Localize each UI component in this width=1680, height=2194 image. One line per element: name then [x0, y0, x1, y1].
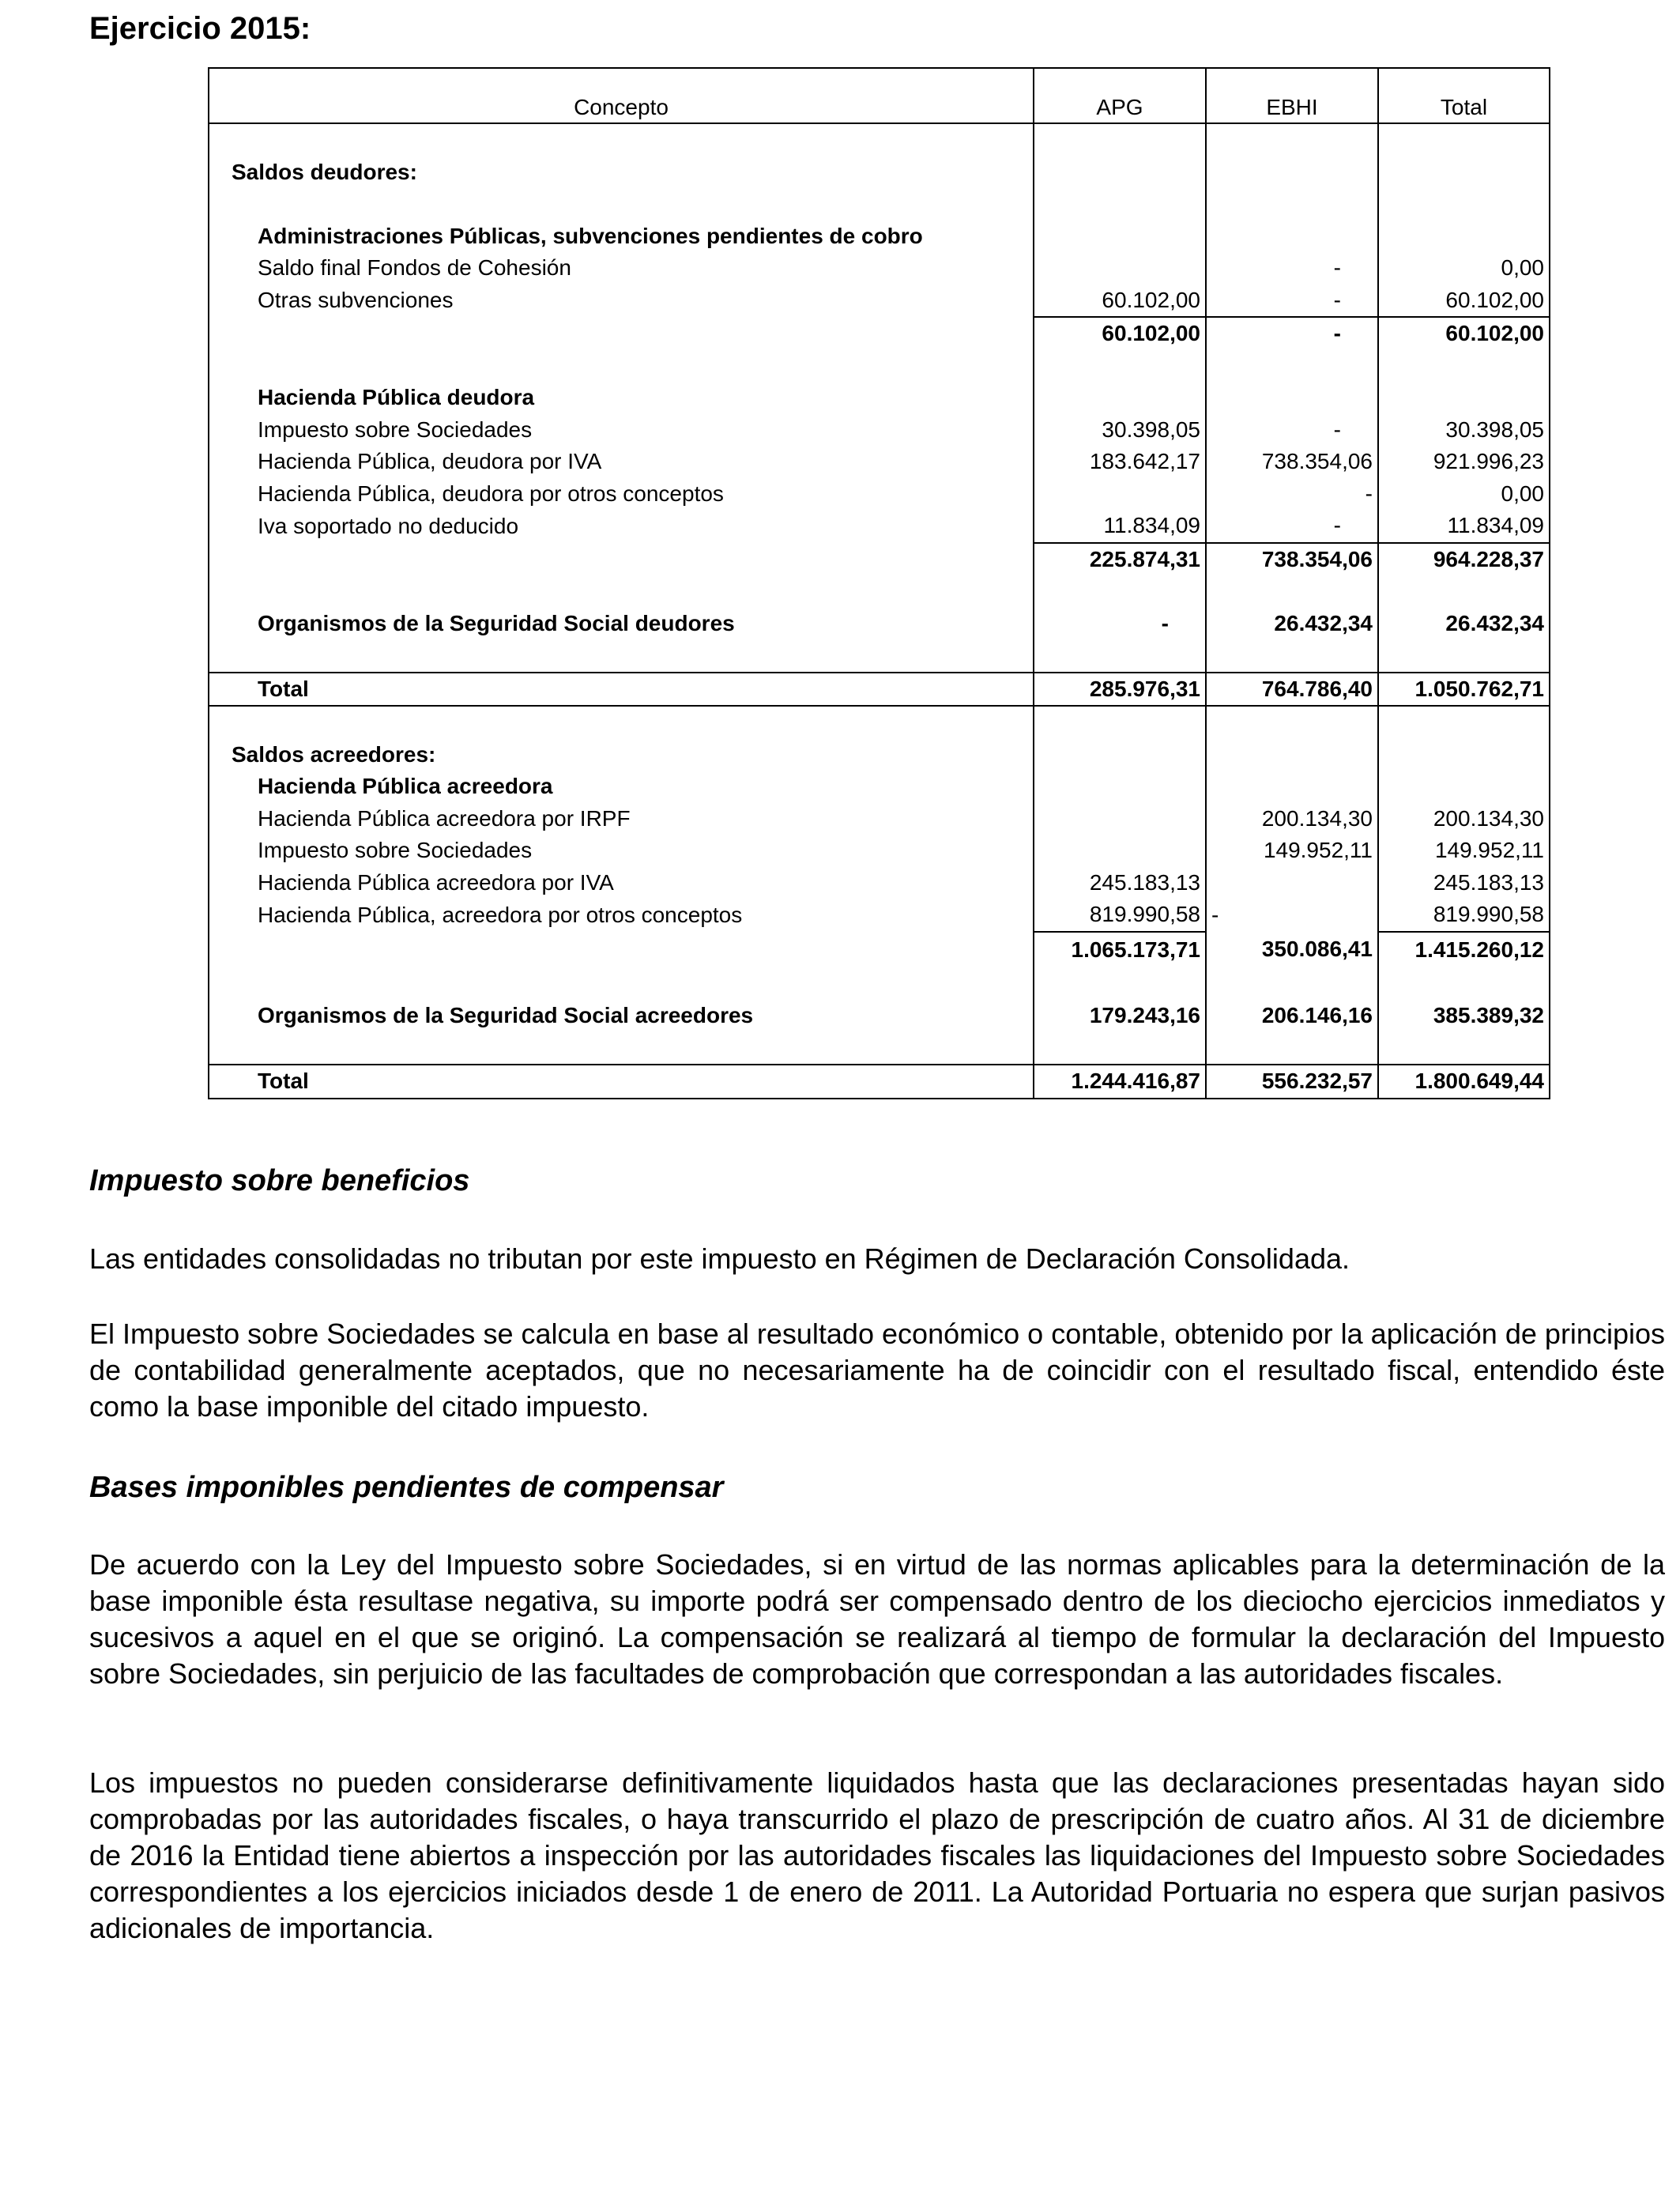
subtotal-ebhi: - [1206, 317, 1378, 350]
table-row [209, 221, 1550, 253]
row-concept: Otras subvenciones [209, 285, 1034, 318]
row-concept: Impuesto sobre Sociedades [209, 414, 1034, 447]
table-row [209, 608, 1550, 640]
table-row [209, 510, 1550, 543]
bases-heading: Bases imponibles pendientes de compensar [89, 1471, 724, 1504]
row-apg: 183.642,17 [1034, 446, 1206, 478]
row-apg: 11.834,09 [1034, 510, 1206, 543]
section-heading-acreedores: Saldos acreedores: [209, 739, 1034, 771]
group-heading-hacienda-deudora: Hacienda Pública deudora [209, 382, 1034, 414]
row-apg [1034, 803, 1206, 835]
row-ebhi: - [1206, 899, 1378, 932]
row-concept: Hacienda Pública, deudora por otros conceptos [209, 478, 1034, 511]
row-concept: Organismos de la Seguridad Social acreedores [209, 1000, 1034, 1032]
subtotal-total: 1.415.260,12 [1378, 932, 1550, 968]
row-concept: Impuesto sobre Sociedades [209, 835, 1034, 867]
total-apg: 285.976,31 [1034, 673, 1206, 707]
section-heading-deudores: Saldos deudores: [209, 156, 1034, 189]
subtotal-total: 60.102,00 [1378, 317, 1550, 350]
impuesto-heading: Impuesto sobre beneficios [89, 1164, 470, 1197]
row-apg [1034, 835, 1206, 867]
row-apg [1034, 252, 1206, 285]
row-apg: - [1034, 608, 1206, 640]
subtotal-row [209, 543, 1550, 576]
table-row [209, 739, 1550, 771]
row-apg: 179.243,16 [1034, 1000, 1206, 1032]
row-ebhi: - [1206, 510, 1378, 543]
total-total: 1.800.649,44 [1378, 1065, 1550, 1099]
subtotal-apg: 1.065.173,71 [1034, 932, 1206, 968]
subtotal-row [209, 932, 1550, 968]
row-ebhi: 149.952,11 [1206, 835, 1378, 867]
row-total: 26.432,34 [1378, 608, 1550, 640]
total-total: 1.050.762,71 [1378, 673, 1550, 707]
bases-paragraph-2: Los impuestos no pueden considerarse definitivamente liquidados hasta que las declaraciones presentadas hayan sido comprobadas por las autoridades fiscales, o haya transcurrido el plazo de prescripción de cuatro años. Al 31 de diciembre de 2016 la Entidad tiene abiertos a inspección por las autoridades fiscales las liquidaciones del Impuesto sobre Sociedades correspondientes a los ejercicios iniciados desde 1 de enero de 2011. La Autoridad Portuaria no espera que surjan pasivos adicionales de importancia. [89, 1766, 1665, 1944]
table-row [209, 446, 1550, 478]
row-concept: Hacienda Pública acreedora por IVA [209, 867, 1034, 899]
subtotal-total: 964.228,37 [1378, 543, 1550, 576]
header-total: Total [1378, 68, 1550, 123]
total-row-acreedores [209, 1065, 1550, 1099]
row-ebhi: - [1206, 252, 1378, 285]
row-ebhi: - [1206, 478, 1378, 511]
header-ebhi: EBHI [1206, 68, 1378, 123]
row-concept: Hacienda Pública, acreedora por otros conceptos [209, 899, 1034, 932]
row-apg: 245.183,13 [1034, 867, 1206, 899]
row-total: 11.834,09 [1378, 510, 1550, 543]
total-row-deudores [209, 673, 1550, 707]
row-ebhi: 200.134,30 [1206, 803, 1378, 835]
table-row [209, 156, 1550, 189]
row-total: 245.183,13 [1378, 867, 1550, 899]
row-ebhi [1206, 867, 1378, 899]
subtotal-apg: 225.874,31 [1034, 543, 1206, 576]
total-ebhi: 764.786,40 [1206, 673, 1378, 707]
row-total: 0,00 [1378, 478, 1550, 511]
table-row [209, 899, 1550, 932]
header-concepto: Concepto [209, 68, 1034, 123]
row-total: 921.996,23 [1378, 446, 1550, 478]
row-total: 200.134,30 [1378, 803, 1550, 835]
row-total: 149.952,11 [1378, 835, 1550, 867]
table-row [209, 285, 1550, 318]
total-apg: 1.244.416,87 [1034, 1065, 1206, 1099]
row-concept: Organismos de la Seguridad Social deudores [209, 608, 1034, 640]
balances-table [208, 67, 1550, 1099]
table-row [209, 835, 1550, 867]
subtotal-row [209, 317, 1550, 350]
row-total: 0,00 [1378, 252, 1550, 285]
row-concept: Hacienda Pública, deudora por IVA [209, 446, 1034, 478]
table-row [209, 414, 1550, 447]
row-ebhi: - [1206, 285, 1378, 318]
table-row [209, 771, 1550, 803]
row-ebhi: 206.146,16 [1206, 1000, 1378, 1032]
table-row [209, 1000, 1550, 1032]
row-apg: 819.990,58 [1034, 899, 1206, 932]
table-row [209, 803, 1550, 835]
row-ebhi: 26.432,34 [1206, 608, 1378, 640]
row-concept: Hacienda Pública acreedora por IRPF [209, 803, 1034, 835]
row-total: 60.102,00 [1378, 285, 1550, 318]
page-title: Ejercicio 2015: [89, 11, 311, 46]
row-apg: 30.398,05 [1034, 414, 1206, 447]
row-apg [1034, 478, 1206, 511]
header-apg: APG [1034, 68, 1206, 123]
table-row [209, 252, 1550, 285]
total-label: Total [209, 673, 1034, 707]
table-row [209, 867, 1550, 899]
bases-paragraph-1: De acuerdo con la Ley del Impuesto sobre Sociedades, si en virtud de las normas aplicables para la determinación de la base imponible ésta resultase negativa, su importe podrá ser compensado dentro de los dieciocho ejercicios inmediatos y sucesivos a aquel en el que se originó. La compensación se realizará al tiempo de formular la declaración del Impuesto sobre Sociedades, sin perjuicio de las facultades de comprobación que correspondan a las autoridades fiscales. [89, 1548, 1665, 1690]
subtotal-ebhi: 738.354,06 [1206, 543, 1378, 576]
impuesto-paragraph-2: El Impuesto sobre Sociedades se calcula en base al resultado económico o contable, obtenido por la aplicación de principios de contabilidad generalmente aceptados, que no necesariamente ha de coincidir con el resultado fiscal, entendido éste como la base imponible del citado impuesto. [89, 1318, 1665, 1423]
table-row [209, 382, 1550, 414]
total-label: Total [209, 1065, 1034, 1099]
row-concept: Iva soportado no deducido [209, 510, 1034, 543]
row-apg: 60.102,00 [1034, 285, 1206, 318]
group-heading-hacienda-acreedora: Hacienda Pública acreedora [209, 771, 1034, 803]
table-header-row [209, 68, 1550, 123]
table-row [209, 478, 1550, 511]
total-ebhi: 556.232,57 [1206, 1065, 1378, 1099]
impuesto-paragraph-1: Las entidades consolidadas no tributan por este impuesto en Régimen de Declaración Consolidada. [89, 1242, 1350, 1275]
row-ebhi: 738.354,06 [1206, 446, 1378, 478]
row-total: 385.389,32 [1378, 1000, 1550, 1032]
row-total: 819.990,58 [1378, 899, 1550, 932]
group-heading-admin: Administraciones Públicas, subvenciones pendientes de cobro [209, 221, 1034, 253]
row-total: 30.398,05 [1378, 414, 1550, 447]
subtotal-ebhi: 350.086,41 [1206, 932, 1378, 968]
row-ebhi: - [1206, 414, 1378, 447]
subtotal-apg: 60.102,00 [1034, 317, 1206, 350]
row-concept: Saldo final Fondos de Cohesión [209, 252, 1034, 285]
